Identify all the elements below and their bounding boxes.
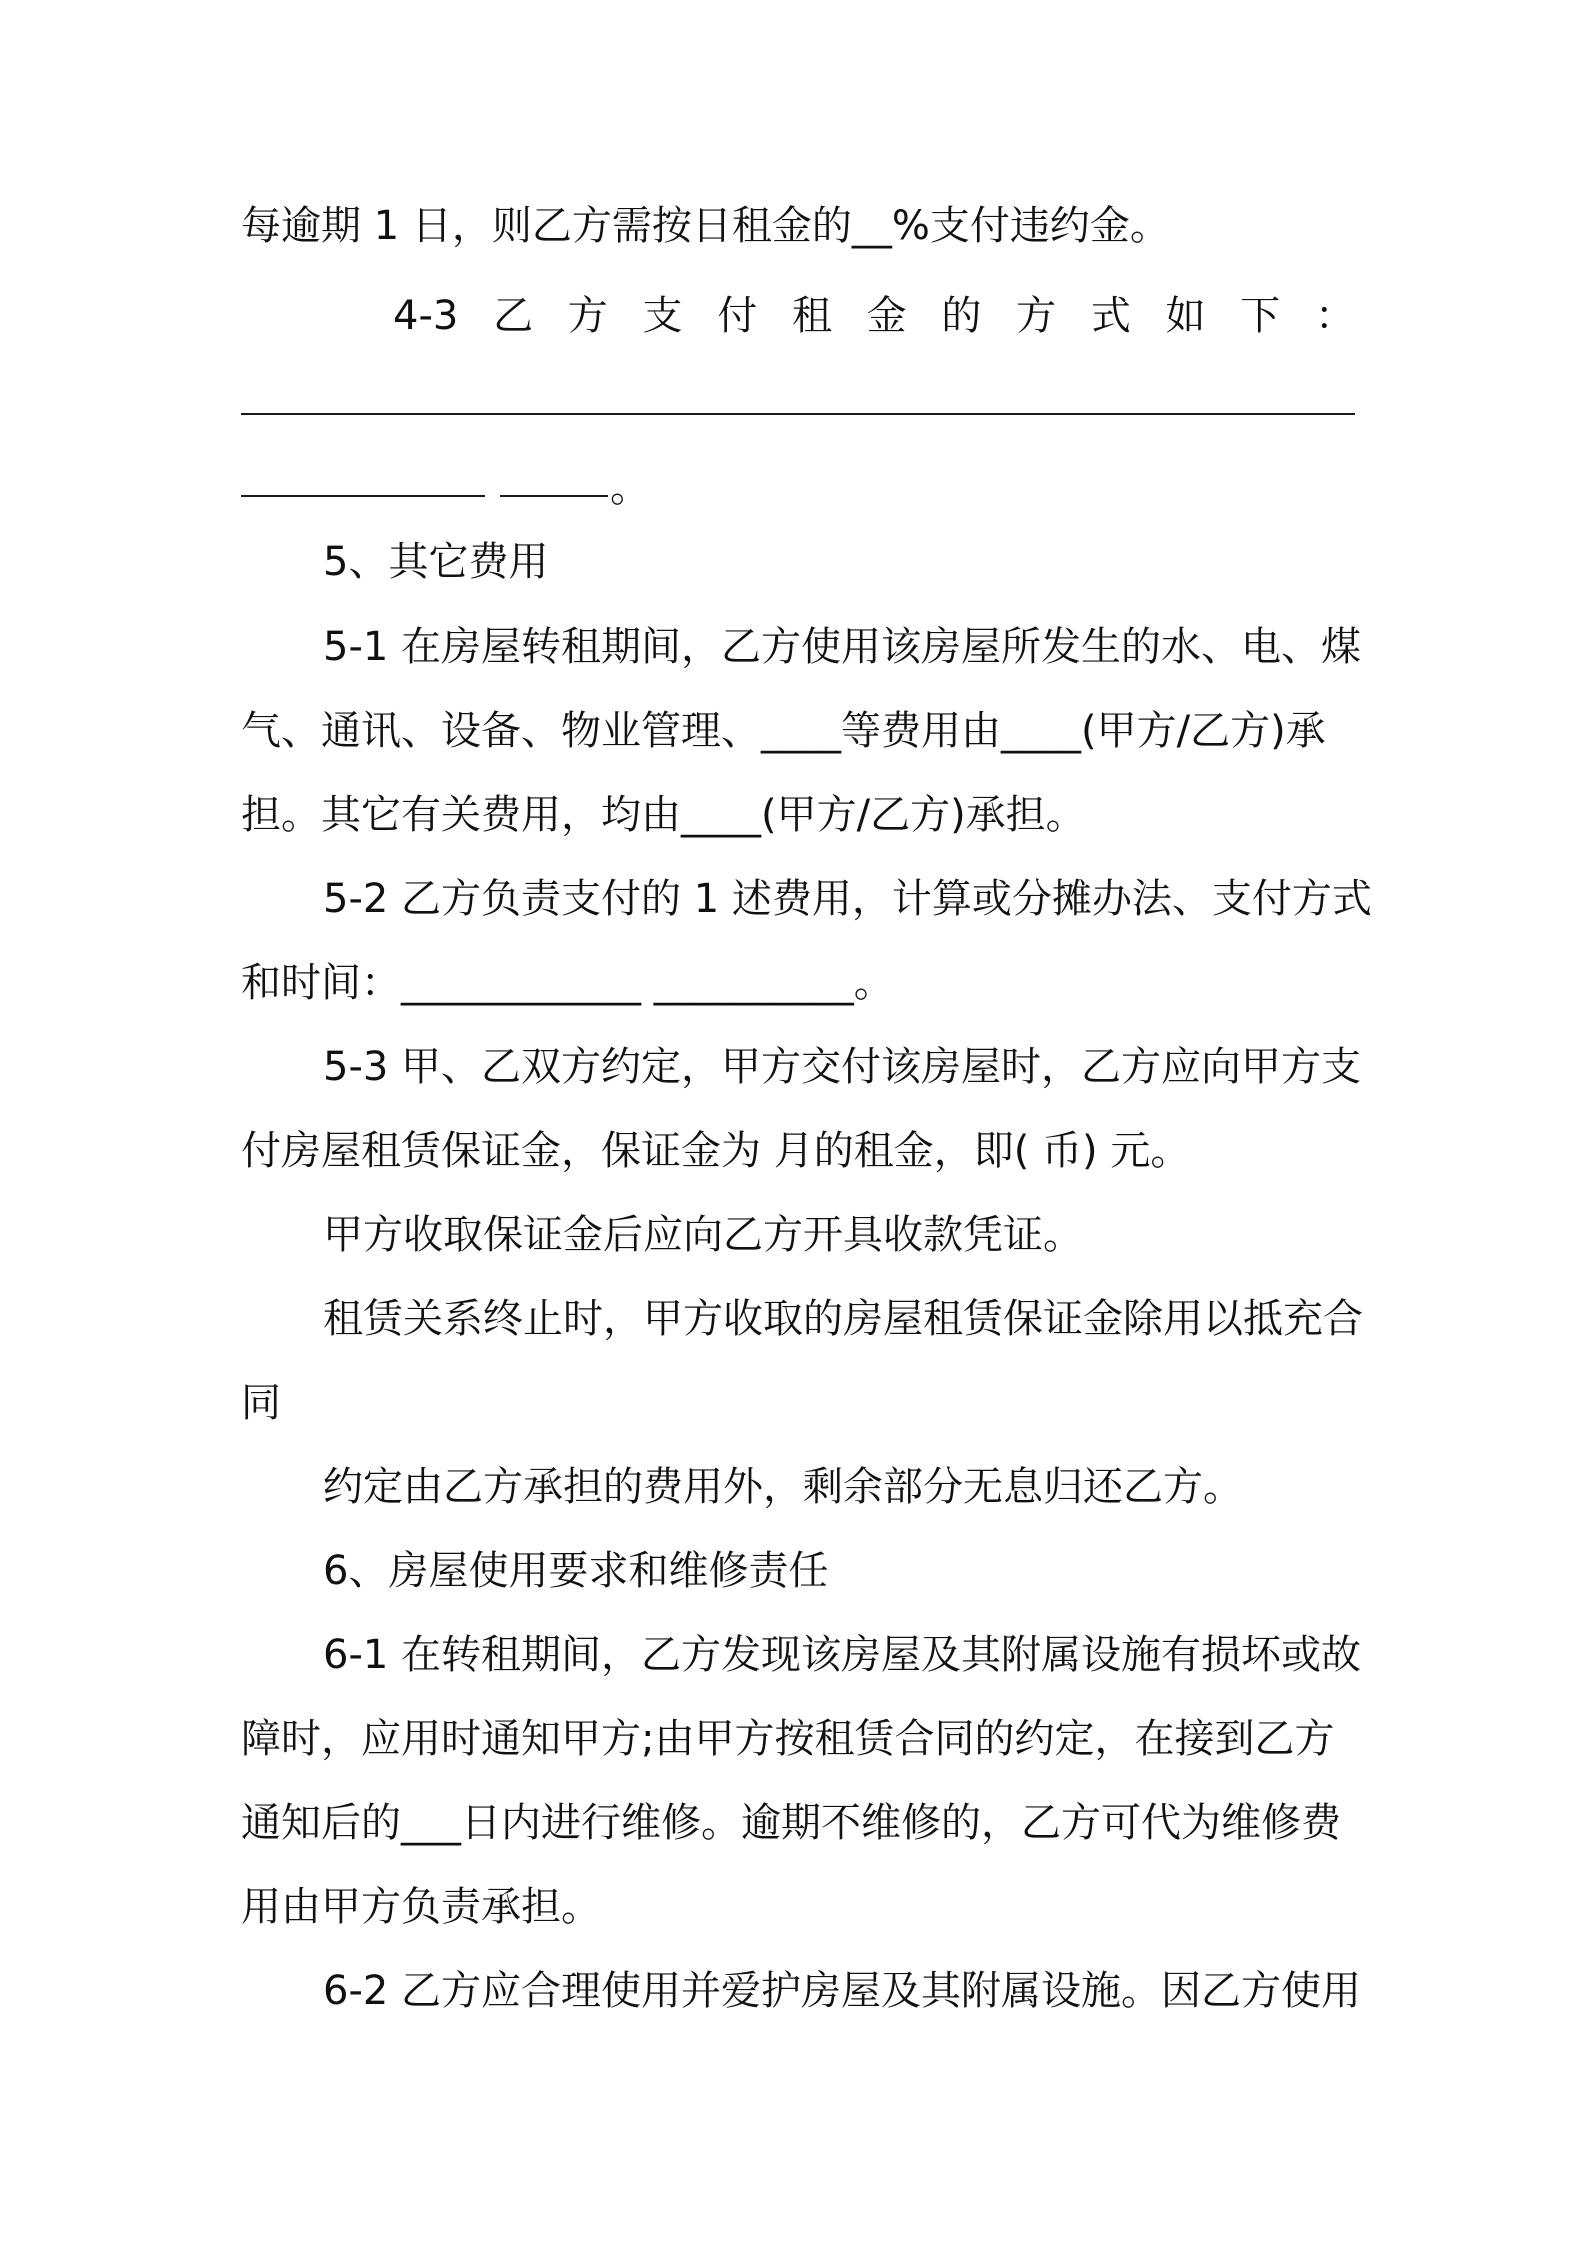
text-line: 租赁关系终止时，甲方收取的房屋租赁保证金除用以抵充合 <box>323 1296 1363 1342</box>
text-line: 6-2 乙方应合理使用并爱护房屋及其附属设施。因乙方使用 <box>323 1968 1362 2014</box>
fill-in-blank-line <box>241 413 1355 415</box>
clause-char: 的 <box>941 293 982 339</box>
clause-char: 下 <box>1240 293 1281 339</box>
clause-char: 租 <box>791 293 832 339</box>
clause-number: 4-3 <box>393 293 459 339</box>
text-line: 用由甲方负责承担。 <box>241 1884 601 1930</box>
blank-end-mark: 。 <box>610 465 650 511</box>
text-line: 通知后的___日内进行维修。逾期不维修的，乙方可代为维修费 <box>241 1800 1341 1846</box>
text-line: 5-2 乙方负责支付的 1 述费用，计算或分摊办法、支付方式 <box>323 876 1372 922</box>
clause-char: 金 <box>866 293 907 339</box>
clause-char: 方 <box>1016 293 1057 339</box>
clause-char: 如 <box>1165 293 1206 339</box>
clause-char: 付 <box>717 293 758 339</box>
clause-char: 式 <box>1090 293 1131 339</box>
text-line: 6-1 在转租期间，乙方发现该房屋及其附属设施有损坏或故 <box>323 1632 1362 1678</box>
clause-char: ： <box>1314 293 1355 339</box>
text-line: 5-3 甲、乙双方约定，甲方交付该房屋时，乙方应向甲方支 <box>323 1044 1362 1090</box>
clause-char: 方 <box>567 293 608 339</box>
section-heading-other-fees: 5、其它费用 <box>323 539 549 585</box>
text-line: 约定由乙方承担的费用外，剩余部分无息归还乙方。 <box>323 1464 1243 1510</box>
clause-char: 乙 <box>493 293 534 339</box>
text-line: 付房屋租赁保证金，保证金为 月的租金，即( 币) 元。 <box>241 1128 1191 1174</box>
clause-4-3-heading <box>393 290 1355 342</box>
fill-in-blank-line <box>241 495 485 497</box>
text-line-overdue-penalty: 每逾期 1 日，则乙方需按日租金的__%支付违约金。 <box>241 203 1170 249</box>
clause-char: 支 <box>642 293 683 339</box>
text-line: 同 <box>241 1380 281 1426</box>
text-line: 5-1 在房屋转租期间，乙方使用该房屋所发生的水、电、煤 <box>323 624 1362 670</box>
fill-in-blank-line <box>500 495 608 497</box>
section-heading-usage-and-repair: 6、房屋使用要求和维修责任 <box>323 1548 829 1594</box>
text-line: 甲方收取保证金后应向乙方开具收款凭证。 <box>323 1212 1083 1258</box>
text-line: 担。其它有关费用，均由____(甲方/乙方)承担。 <box>241 792 1086 838</box>
text-line: 气、通讯、设备、物业管理、____等费用由____(甲方/乙方)承 <box>241 708 1326 754</box>
text-line: 和时间：____________ __________。 <box>241 960 894 1006</box>
text-line: 障时，应用时通知甲方;由甲方按租赁合同的约定，在接到乙方 <box>241 1716 1335 1762</box>
